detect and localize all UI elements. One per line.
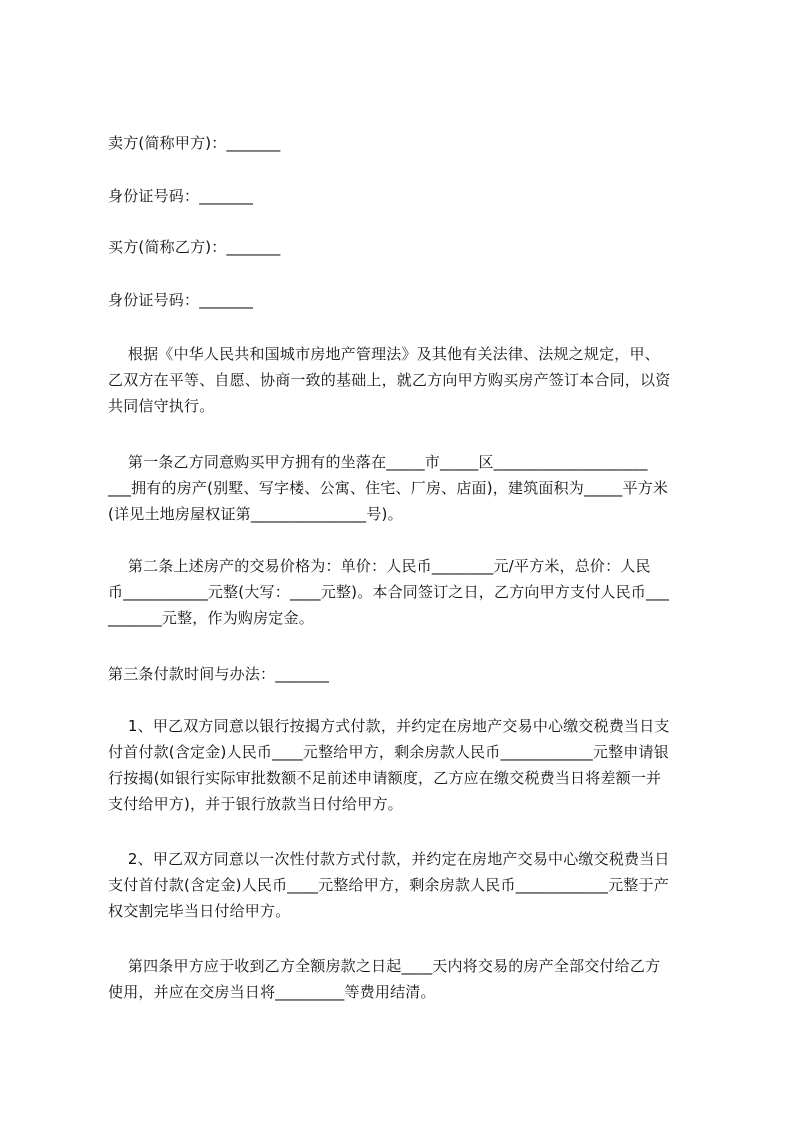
clause-1-line: 行按揭(如银行实际审批数额不足前述申请额度，乙方应在缴交税费当日将差额一并: [108, 769, 662, 787]
article-2-line: 第二条上述房产的交易价格为：单价：人民币________元/平方米，总价：人民: [108, 557, 651, 575]
article-2-line: 币___________元整(大写：____元整)。本合同签订之日，乙方向甲方支付人民币___: [108, 583, 670, 601]
seller-field: 卖方(简称甲方)：_______: [108, 134, 281, 152]
preamble-line: 乙双方在平等、自愿、协商一致的基础上，就乙方向甲方购买房产签订本合同，以资: [108, 371, 671, 389]
clause-1-line: 1、甲乙双方同意以银行按揭方式付款，并约定在房地产交易中心缴交税费当日支: [108, 717, 670, 735]
clause-2-line: 支付首付款(含定金)人民币____元整给甲方，剩余房款人民币____________元整于产: [108, 876, 669, 894]
article-4-line: 第四条甲方应于收到乙方全额房款之日起____天内将交易的房产全部交付给乙方: [108, 957, 661, 975]
preamble-paragraph: [108, 341, 708, 419]
article-2-paragraph: [108, 553, 708, 631]
clause-1-line: 付首付款(含定金)人民币____元整给甲方，剩余房款人民币____________元整申请银: [108, 743, 669, 761]
preamble-line: 根据《中华人民共和国城市房地产管理法》及其他有关法律、法规之规定，甲、: [108, 345, 660, 363]
clause-2-line: 权交割完毕当日付给甲方。: [108, 902, 291, 920]
seller-id-field: 身份证号码：_______: [108, 187, 254, 205]
article-4-paragraph: [108, 953, 708, 1005]
article-1-line: 第一条乙方同意购买甲方拥有的坐落在_____市_____区____________________: [108, 453, 648, 471]
article-1-line: ___拥有的房产(别墅、写字楼、公寓、住宅、厂房、店面)，建筑面积为_____平方米: [108, 479, 669, 497]
article-4-line: 使用，并应在交房当日将_________等费用结清。: [108, 983, 436, 1001]
article-3-title: 第三条付款时间与办法：_______: [108, 665, 330, 683]
article-1-paragraph: [108, 449, 708, 527]
clause-1-paragraph: [108, 713, 708, 817]
clause-1-line: 支付给甲方)，并于银行放款当日付给甲方。: [108, 795, 403, 813]
clause-2-line: 2、甲乙双方同意以一次性付款方式付款，并约定在房地产交易中心缴交税费当日: [108, 850, 670, 868]
article-1-line: (详见土地房屋权证第_______________号)。: [108, 505, 403, 523]
preamble-line: 共同信守执行。: [108, 397, 215, 415]
article-2-line: _______元整，作为购房定金。: [108, 609, 314, 627]
clause-2-paragraph: [108, 846, 708, 924]
buyer-field: 买方(简称乙方)：_______: [108, 238, 281, 256]
buyer-id-field: 身份证号码：_______: [108, 291, 254, 309]
